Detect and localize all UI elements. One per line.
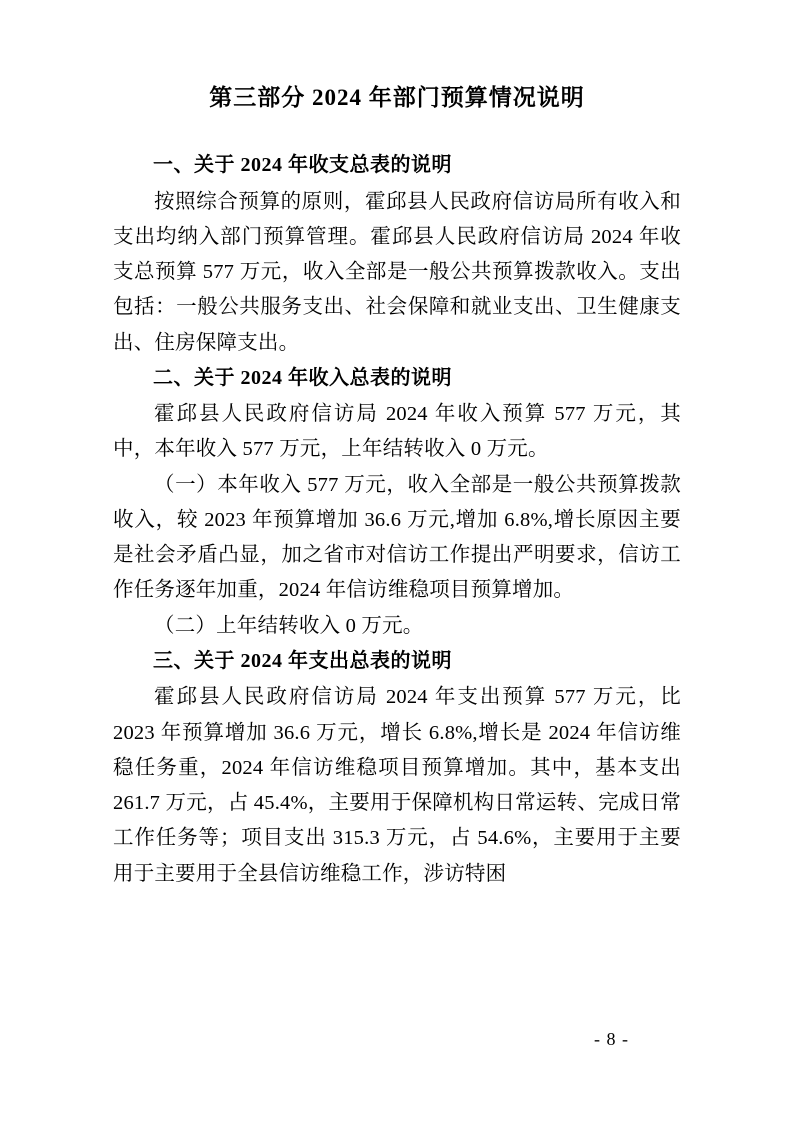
paragraph-4: （二）上年结转收入 0 万元。 (154, 614, 424, 637)
paragraph-3: （一）本年收入 577 万元，收入全部是一般公共预算拨款收入，较 2023 年预算增加 36.6 万元,增加 6.8%,增长原因主要是社会矛盾凸显，加之省市对信访工作提出严明要求，信访工作任务逐年加重，2024 年信访维稳项目预算增加。 (113, 473, 681, 602)
section-heading-1: 一、关于 2024 年收支总表的说明 (153, 154, 452, 177)
page-title: 第三部分 2024 年部门预算情况说明 (209, 85, 585, 110)
page-footer (0, 1029, 793, 1050)
page-number: - 8 - (594, 1029, 629, 1049)
section-heading-2: 二、关于 2024 年收入总表的说明 (153, 366, 452, 389)
page-content (113, 82, 681, 892)
paragraph-5: 霍邱县人民政府信访局 2024 年支出预算 577 万元，比 2023 年预算增加 36.6 万元，增长 6.8%,增长是 2024 年信访维稳任务重，2024 年信访维稳项目预算增加。其中，基本支出 261.7 万元，占 45.4%，主要用于保障机构日常运转、完成日常工作任务等；项目支出 315.3 万元，占 54.6%，主要用于主要用于主要用于全县信访维稳工作，涉访特困 (113, 686, 681, 885)
section-heading-3: 三、关于 2024 年支出总表的说明 (153, 649, 452, 672)
paragraph-2: 霍邱县人民政府信访局 2024 年收入预算 577 万元，其中，本年收入 577 万元，上年结转收入 0 万元。 (113, 403, 681, 461)
paragraph-1: 按照综合预算的原则，霍邱县人民政府信访局所有收入和支出均纳入部门预算管理。霍邱县人民政府信访局 2024 年收支总预算 577 万元，收入全部是一般公共预算拨款收入。支出包括：一般公共服务支出、社会保障和就业支出、卫生健康支出、住房保障支出。 (113, 190, 681, 354)
